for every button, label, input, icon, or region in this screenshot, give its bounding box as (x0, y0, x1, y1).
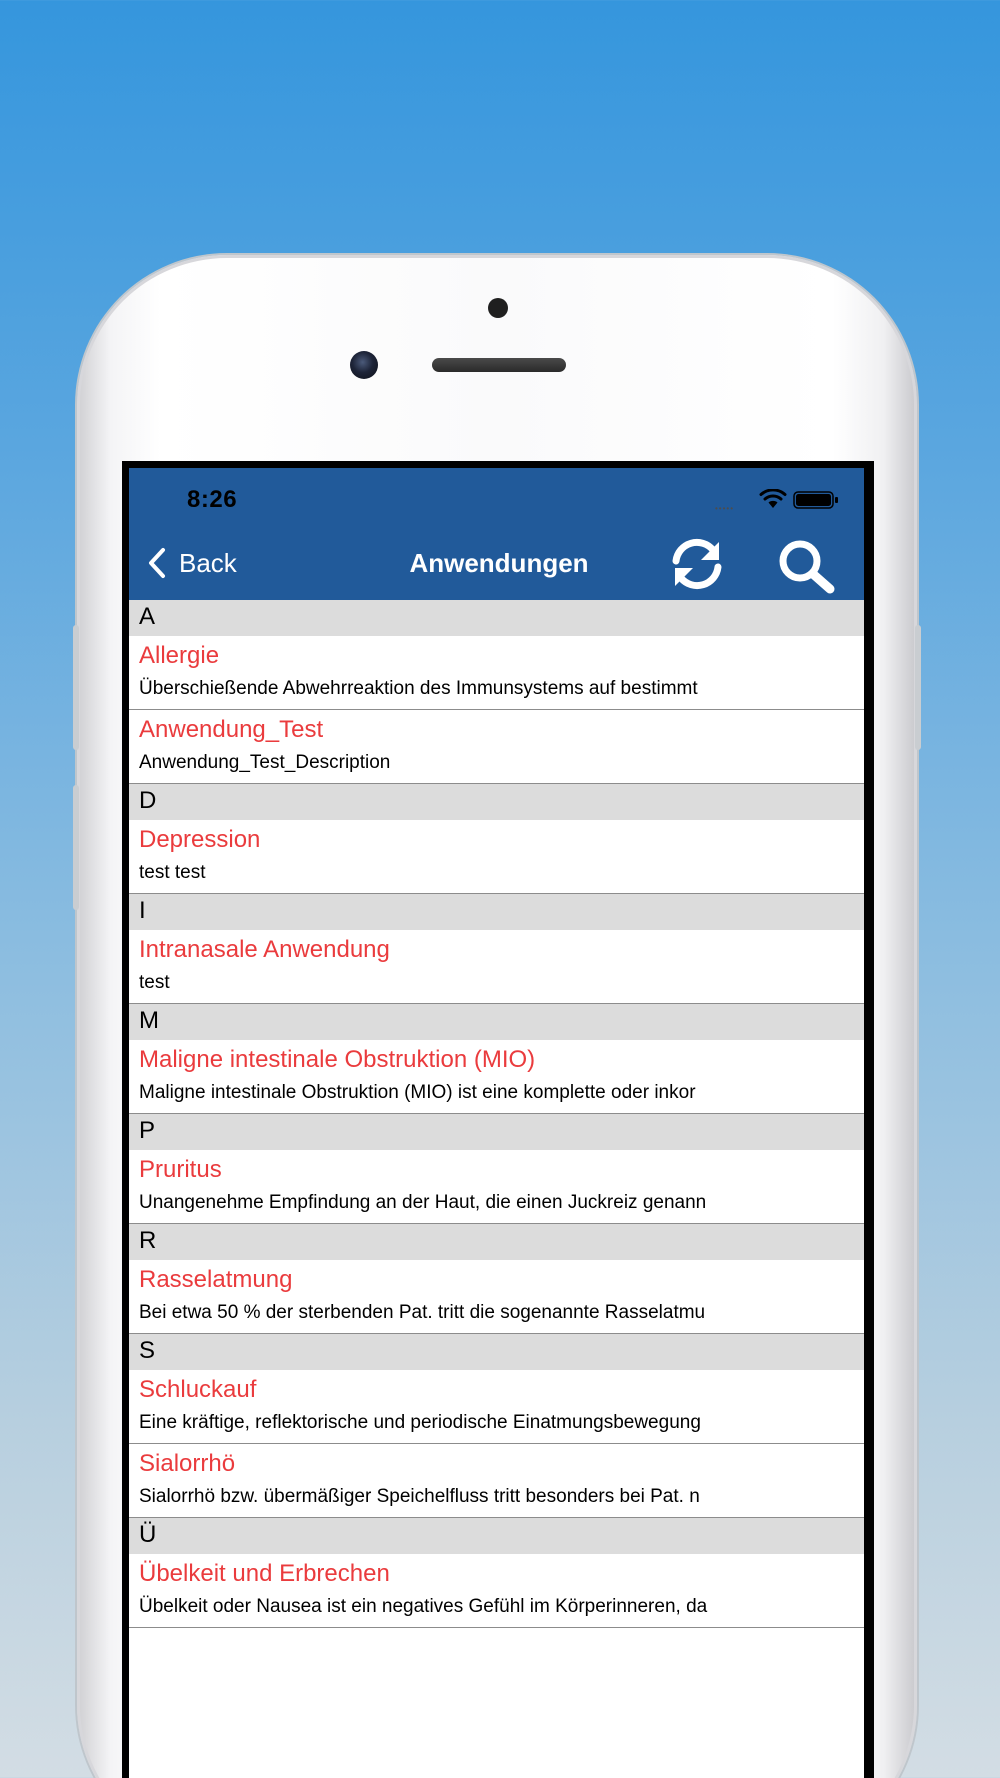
item-description: Eine kräftige, reflektorische und periodische Einatmungsbewegung (139, 1412, 701, 1433)
section-header: M (129, 1004, 864, 1040)
section-header: I (129, 894, 864, 930)
item-title: Pruritus (139, 1156, 222, 1183)
refresh-button[interactable] (667, 536, 727, 597)
anwendungen-list (129, 600, 864, 1628)
proximity-sensor (488, 298, 508, 318)
volume-down-button (73, 785, 79, 910)
section-header: R (129, 1224, 864, 1260)
back-label: Back (179, 547, 237, 578)
item-title: Übelkeit und Erbrechen (139, 1560, 390, 1587)
item-description: Übelkeit oder Nausea ist ein negatives Gefühl im Körperinneren, da (139, 1596, 708, 1617)
section-header: P (129, 1114, 864, 1150)
list-item[interactable] (129, 710, 864, 784)
item-description: Unangenehme Empfindung an der Haut, die einen Juckreiz genann (139, 1192, 707, 1213)
item-title: Allergie (139, 642, 220, 669)
battery-icon (793, 491, 839, 509)
item-description: Anwendung_Test_Description (139, 752, 391, 773)
volume-up-button (73, 625, 79, 750)
item-title: Intranasale Anwendung (139, 936, 390, 963)
list-item[interactable] (129, 1370, 864, 1444)
list-item[interactable] (129, 1150, 864, 1224)
back-button[interactable] (147, 542, 237, 584)
item-description: Überschießende Abwehrreaktion des Immunsystems auf bestimmt (139, 678, 698, 699)
list-item[interactable] (129, 1260, 864, 1334)
section-header: D (129, 784, 864, 820)
page-title: Anwendungen (409, 548, 589, 578)
item-title: Sialorrhö (139, 1450, 236, 1477)
item-title: Depression (139, 826, 261, 853)
search-icon (774, 536, 840, 596)
section-header: A (129, 600, 864, 636)
earpiece-speaker (432, 358, 566, 372)
status-time: 8:26 (187, 486, 238, 513)
signal-strength-icon: ••••• (715, 504, 735, 513)
list-item[interactable] (129, 930, 864, 1004)
item-title: Anwendung_Test (139, 716, 324, 743)
list-item[interactable] (129, 1444, 864, 1518)
item-description: Maligne intestinale Obstruktion (MIO) ist eine komplette oder inkor (139, 1082, 696, 1103)
list-item[interactable] (129, 1554, 864, 1628)
list-item[interactable] (129, 636, 864, 710)
item-title: Schluckauf (139, 1376, 257, 1403)
list-item[interactable] (129, 820, 864, 894)
power-button (915, 625, 921, 750)
refresh-icon (667, 536, 727, 592)
front-camera (350, 351, 378, 379)
section-header: Ü (129, 1518, 864, 1554)
chevron-left-icon (147, 547, 167, 579)
item-description: Bei etwa 50 % der sterbenden Pat. tritt die sogenannte Rasselatmu (139, 1302, 706, 1323)
navigation-bar (129, 528, 864, 600)
item-title: Maligne intestinale Obstruktion (MIO) (139, 1046, 536, 1073)
search-button[interactable] (774, 536, 840, 601)
list-item[interactable] (129, 1040, 864, 1114)
item-description: test test (139, 862, 206, 883)
app-screen (129, 468, 864, 1778)
status-bar (129, 468, 864, 528)
item-title: Rasselatmung (139, 1266, 293, 1293)
item-description: Sialorrhö bzw. übermäßiger Speichelfluss tritt besonders bei Pat. n (139, 1486, 700, 1507)
wifi-icon (759, 489, 787, 509)
section-header: S (129, 1334, 864, 1370)
item-description: test (139, 972, 170, 993)
